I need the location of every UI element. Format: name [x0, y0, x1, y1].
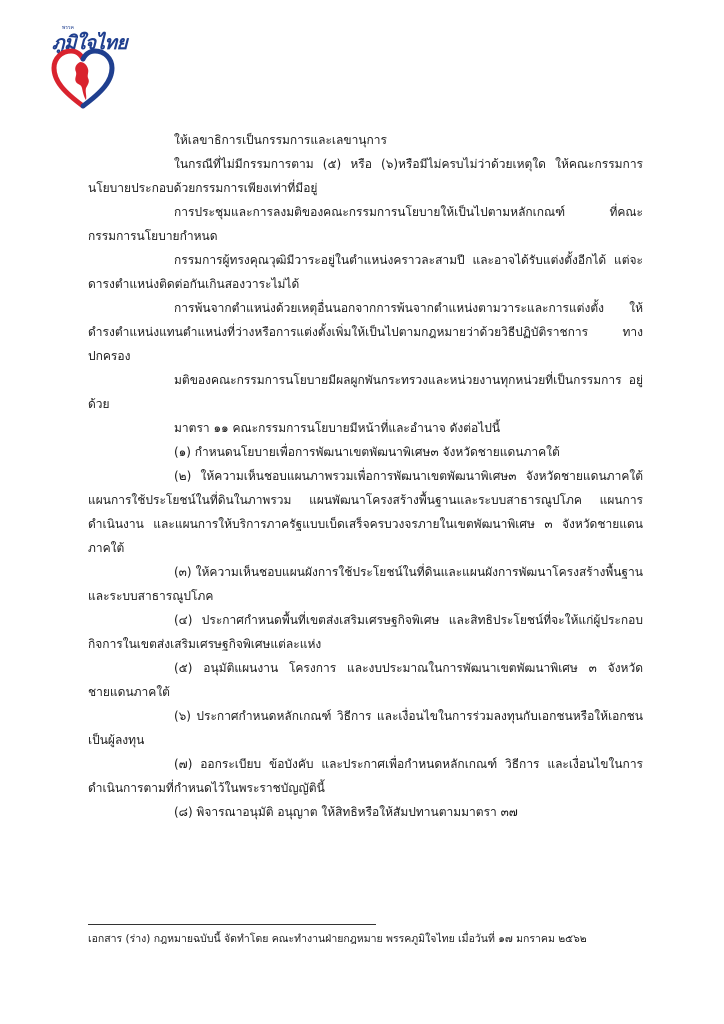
item-3: (๓) ให้ความเห็นชอบแผนผังการใช้ประโยชน์ในที่ดินและแผนผังการพัฒนาโครงสร้างพื้นฐาน และระบบสาธารณูปโภค [88, 565, 643, 603]
footnote: เอกสาร (ร่าง) กฎหมายฉบับนี้ จัดทำโดย คณะทำงานฝ่ายกฎหมาย พรรคภูมิใจไทย เมื่อวันที่ ๑๗ มกราคม ๒๕๖๒ [88, 933, 587, 945]
item-7: (๗) ออกระเบียบ ข้อบังคับ และประกาศเพื่อกำหนดหลักเกณฑ์ วิธีการ และเงื่อนไขในการ ดำเนินการตามที่กำหนดไว้ในพระราชบัญญัตินี้ [88, 757, 643, 795]
item-4: (๔) ประกาศกำหนดพื้นที่เขตส่งเสริมเศรษฐกิจพิเศษ และสิทธิประโยชน์ที่จะให้แก่ผู้ประกอบ กิจการในเขตส่งเสริมเศรษฐกิจพิเศษแต่ละแห่ง [88, 613, 643, 651]
paragraph-1: ให้เลขาธิการเป็นกรรมการและเลขานุการ [174, 133, 387, 147]
paragraph-3: การประชุมและการลงมติของคณะกรรมการนโยบายให้เป็นไปตามหลักเกณฑ์ ที่คณะกรรมการนโยบายกำหนด [88, 205, 643, 243]
item-2: (๒) ให้ความเห็นชอบแผนภาพรวมเพื่อการพัฒนาเขตพัฒนาพิเศษ๓ จังหวัดชายแดนภาคใต้ แผนการใช้ประโยชน์ในที่ดินในภาพรวม แผนพัฒนาโครงสร้างพื้นฐานและระบบสาธารณูปโภค แผนการ ดำเนินงาน และแผนการให้บริการภาครัฐแบบเบ็ดเสร็จครบวงจรภายในเขตพัฒนาพิเศษ ๓ จังหวัดชายแดน ภาคใต้ [88, 469, 643, 555]
paragraph-4: กรรมการผู้ทรงคุณวุฒิมีวาระอยู่ในตำแหน่งคราวละสามปี และอาจได้รับแต่งตั้งอีกได้ แต่จะดารงตำแหน่งติดต่อกันเกินสองวาระไม่ได้ [88, 253, 643, 291]
footnote-divider [88, 924, 376, 925]
section-11-heading: มาตรา ๑๑ คณะกรรมการนโยบายมีหน้าที่และอำนาจ ดังต่อไปนี้ [174, 421, 501, 435]
paragraph-5: การพ้นจากตำแหน่งด้วยเหตุอื่นนอกจากการพ้นจากตำแหน่งตามวาระและการแต่งตั้ง ให้ดำรงตำแหน่งแทนตำแหน่งที่ว่างหรือการแต่งตั้งเพิ่มให้เป็นไปตามกฎหมายว่าด้วยวิธีปฏิบัติราชการ ทางปกครอง [88, 301, 643, 363]
logo-tagline: พรรค [62, 25, 75, 31]
document-body [88, 128, 643, 824]
heart-map-icon [50, 48, 116, 110]
paragraph-2: ในกรณีที่ไม่มีกรรมการตาม (๕) หรือ (๖)หรือมีไม่ครบไม่ว่าด้วยเหตุใด ให้คณะกรรมการนโยบายประกอบด้วยกรรมการเพียงเท่าที่มีอยู่ [88, 157, 643, 195]
item-5: (๕) อนุมัติแผนงาน โครงการ และงบประมาณในการพัฒนาเขตพัฒนาพิเศษ ๓ จังหวัด ชายแดนภาคใต้ [88, 661, 643, 699]
party-logo [50, 22, 130, 112]
paragraph-6: มติของคณะกรรมการนโยบายมีผลผูกพันกระทรวงและหน่วยงานทุกหน่วยที่เป็นกรรมการ อยู่ด้วย [88, 373, 643, 411]
item-8: (๘) พิจารณาอนุมัติ อนุญาต ให้สิทธิหรือให้สัมปทานตามมาตรา ๓๗ [174, 805, 518, 819]
logo-wordmark: ภูมิใจไทย [52, 32, 128, 54]
item-6: (๖) ประกาศกำหนดหลักเกณฑ์ วิธีการ และเงื่อนไขในการร่วมลงทุนกับเอกชนหรือให้เอกชน เป็นผู้ลงทุน [88, 709, 643, 747]
item-1: (๑) กำหนดนโยบายเพื่อการพัฒนาเขตพัฒนาพิเศษ๓ จังหวัดชายแดนภาคใต้ [174, 445, 560, 459]
